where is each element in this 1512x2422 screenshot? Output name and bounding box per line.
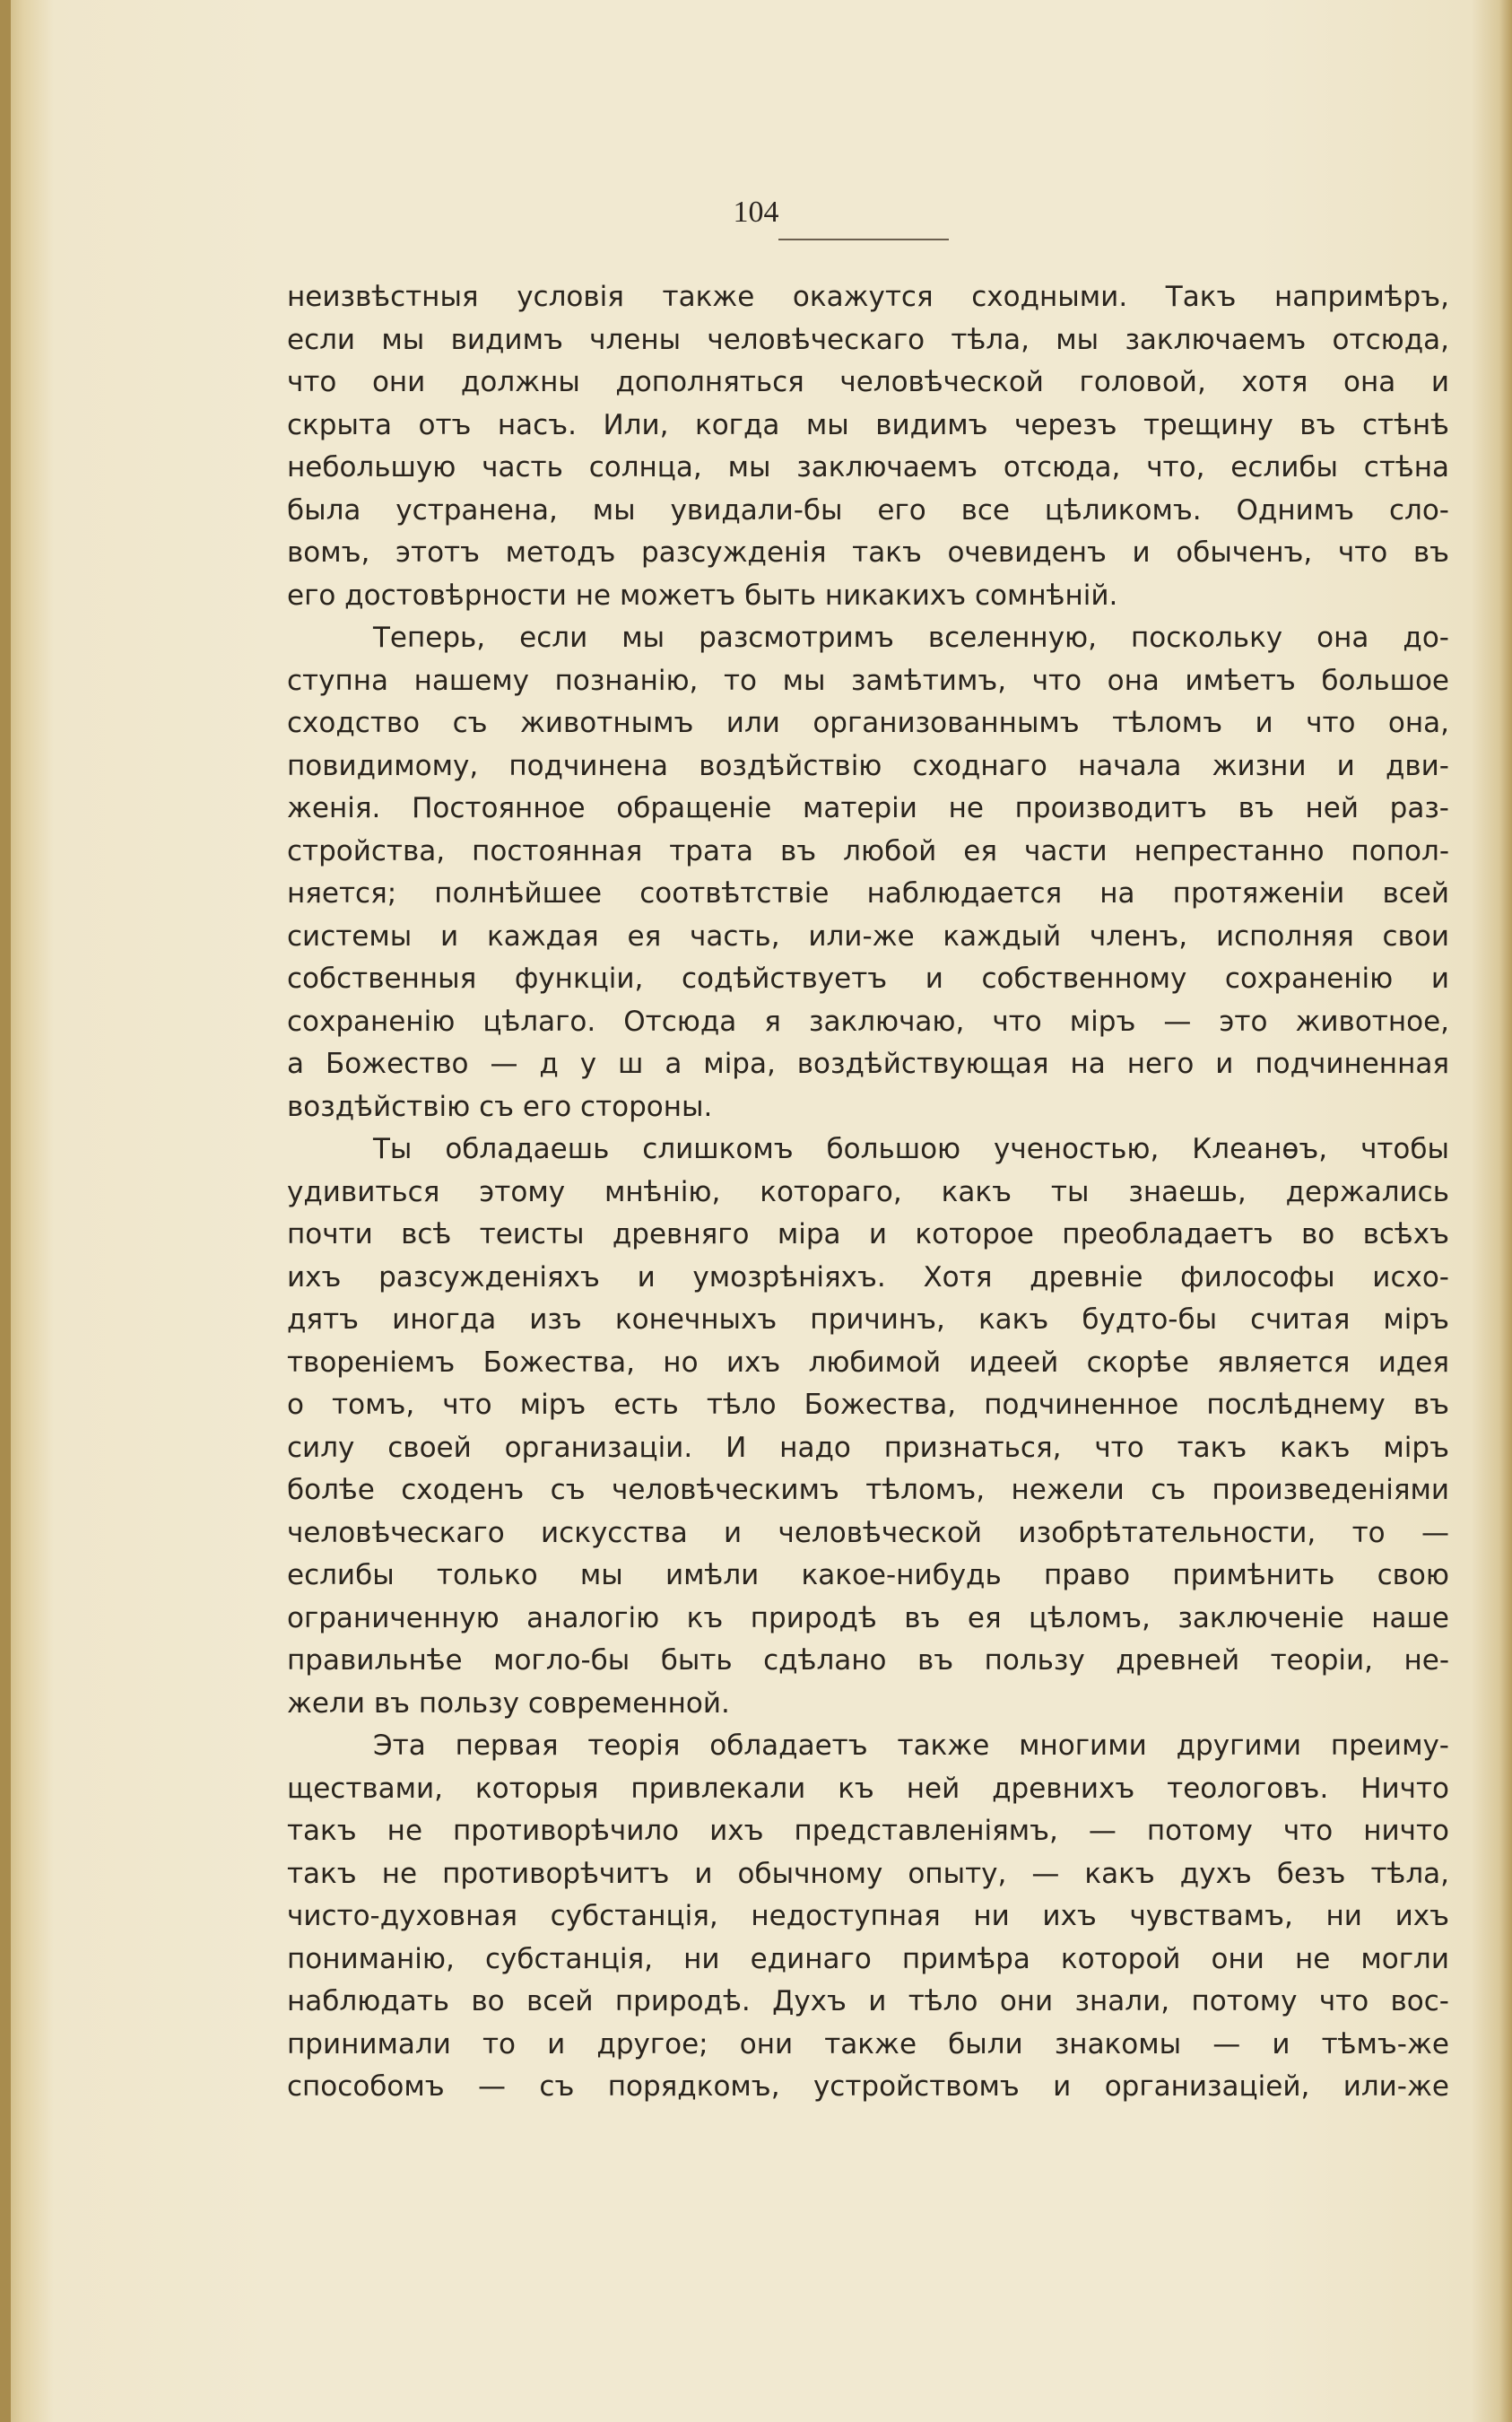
- text-line: системы и каждая ея часть, или-же каждый членъ, исполняя свои: [287, 919, 1449, 953]
- page-binding-edge: [0, 0, 11, 2422]
- text-line: женія. Постоянное обращеніе матеріи не производитъ въ ней раз-: [287, 792, 1449, 824]
- text-line: принимали то и другое; они также были знакомы — и тѣмъ-же: [287, 2027, 1449, 2060]
- text-line: неизвѣстныя условія также окажутся сходными. Такъ напримѣръ,: [287, 281, 1449, 313]
- text-line: силу своей организаціи. И надо признаться, что такъ какъ міръ: [287, 1431, 1449, 1464]
- text-line: Теперь, если мы разсмотримъ вселенную, поскольку она до-: [373, 622, 1449, 654]
- text-line: наблюдать во всей природѣ. Духъ и тѣло они знали, потому что вос-: [287, 1985, 1449, 2017]
- text-line: о томъ, что міръ есть тѣло Божества, подчиненное послѣднему въ: [287, 1389, 1449, 1421]
- text-line: почти всѣ теисты древняго міра и которое преобладаетъ во всѣхъ: [287, 1218, 1449, 1250]
- text-line: сходство съ животнымъ или организованнымъ тѣломъ и что она,: [287, 707, 1449, 739]
- text-line: Эта первая теорія обладаетъ также многими другими преиму-: [373, 1729, 1449, 1762]
- text-line: если мы видимъ члены человѣческаго тѣла, мы заключаемъ отсюда,: [287, 323, 1449, 356]
- text-line: скрыта отъ насъ. Или, когда мы видимъ черезъ трещину въ стѣнѣ: [287, 408, 1449, 441]
- text-line: ограниченную аналогію къ природѣ въ ея цѣломъ, заключеніе наше: [287, 1601, 1449, 1634]
- text-line: пониманію, субстанція, ни единаго примѣра которой они не могли: [287, 1942, 1449, 1975]
- text-line: повидимому, подчинена воздѣйствію сходнаго начала жизни и дви-: [287, 749, 1449, 782]
- text-line: небольшую часть солнца, мы заключаемъ отсюда, что, еслибы стѣна: [287, 451, 1449, 484]
- text-line: стройства, постоянная трата въ любой ея части непрестанно попол-: [287, 834, 1449, 867]
- text-line: правильнѣе могло-бы быть сдѣлано въ пользу древней теоріи, не-: [287, 1644, 1449, 1677]
- text-line: чисто-духовная субстанція, недоступная ни ихъ чувствамъ, ни ихъ: [287, 1900, 1449, 1932]
- text-line: еслибы только мы имѣли какое-нибудь право примѣнить свою: [287, 1559, 1449, 1591]
- text-line: сохраненію цѣлаго. Отсюда я заключаю, что міръ — это животное,: [287, 1005, 1449, 1038]
- text-line: вомъ, этотъ методъ разсужденія такъ очевиденъ и обыченъ, что въ: [287, 536, 1449, 569]
- text-line: была устранена, мы увидали-бы его все цѣликомъ. Однимъ сло-: [287, 493, 1449, 527]
- text-line: ихъ разсужденіяхъ и умозрѣніяхъ. Хотя древніе философы исхо-: [287, 1260, 1449, 1294]
- text-line: а Божество — д у ш а міра, воздѣйствующая на него и подчиненная: [287, 1048, 1449, 1080]
- text-line: собственныя функціи, содѣйствуетъ и собственному сохраненію и: [287, 963, 1449, 995]
- page-number-rule: [778, 239, 949, 240]
- text-line: такъ не противорѣчило ихъ представленіямъ, — потому что ничто: [287, 1815, 1449, 1847]
- text-line: твореніемъ Божества, но ихъ любимой идеей скорѣе является идея: [287, 1346, 1449, 1379]
- text-line: няется; полнѣйшее соотвѣтствіе наблюдается на протяженіи всей: [287, 877, 1449, 910]
- text-line: болѣе сходенъ съ человѣческимъ тѣломъ, нежели съ произведеніями: [287, 1474, 1449, 1506]
- text-line: человѣческаго искусства и человѣческой изобрѣтательности, то —: [287, 1516, 1449, 1549]
- body-text: [287, 276, 1449, 2109]
- text-line: способомъ — съ порядкомъ, устройствомъ и организаціей, или-же: [287, 2070, 1449, 2103]
- text-line: Ты обладаешь слишкомъ большою ученостью, Клеанѳъ, чтобы: [373, 1133, 1449, 1165]
- page-number: 104: [733, 196, 779, 229]
- text-line: ществами, которыя привлекали къ ней древнихъ теологовъ. Ничто: [287, 1772, 1449, 1805]
- text-line: жели въ пользу современной.: [287, 1686, 730, 1720]
- text-line: что они должны дополняться человѣческой головой, хотя она и: [287, 366, 1449, 398]
- text-line: такъ не противорѣчитъ и обычному опыту, — какъ духъ безъ тѣла,: [287, 1857, 1449, 1890]
- text-line: его достовѣрности не можетъ быть никакихъ сомнѣній.: [287, 579, 1118, 612]
- text-line: ступна нашему познанію, то мы замѣтимъ, что она имѣетъ большое: [287, 664, 1449, 697]
- text-line: дятъ иногда изъ конечныхъ причинъ, какъ будто-бы считая міръ: [287, 1303, 1449, 1336]
- text-line: воздѣйствію съ его стороны.: [287, 1090, 713, 1123]
- text-line: удивиться этому мнѣнію, котораго, какъ ты знаешь, держались: [287, 1175, 1449, 1208]
